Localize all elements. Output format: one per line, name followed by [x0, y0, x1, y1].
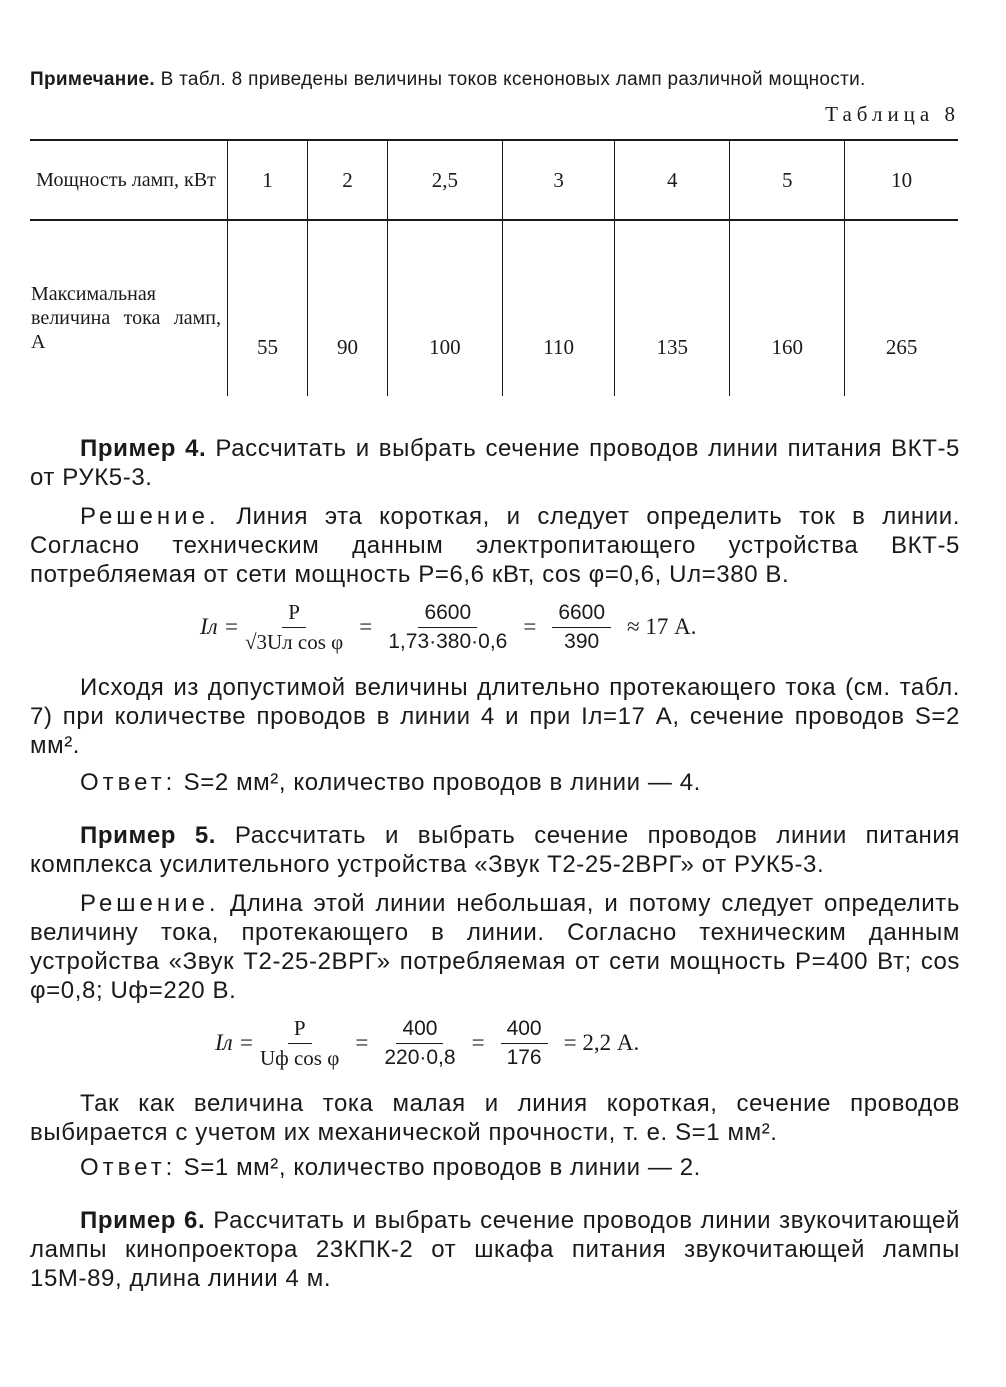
- table-row-power: [30, 140, 958, 220]
- table-caption: Таблица 8: [825, 102, 960, 126]
- note-label: Примечание.: [30, 69, 155, 90]
- table-note: [30, 68, 960, 92]
- example-6-task: [30, 1206, 960, 1293]
- page-content: [30, 68, 960, 1293]
- example-5-task-text: Рассчитать и выбрать сечение проводов линии питания комплекса усилительного устройства «Звук Т2-25-2ВРГ» от РУК5-3.: [30, 822, 960, 878]
- fraction-numerator: 400: [501, 1017, 548, 1044]
- formula-fraction: [388, 601, 507, 654]
- table-cell: 160: [730, 220, 845, 396]
- example-5-title: Пример 5.: [80, 822, 217, 849]
- table-cell: 265: [845, 220, 958, 396]
- example-6-task-text: Рассчитать и выбрать сечение проводов линии звукочитающей лампы кинопроектора 23КПК-2 от шкафа питания звукочитающей лампы 15М-89, длина линии 4 м.: [30, 1207, 960, 1292]
- note-text: В табл. 8 приведены величины токов ксеноновых ламп различной мощности.: [160, 69, 866, 90]
- table-cell: 1: [228, 140, 308, 220]
- example-4-answer-label: Ответ:: [80, 769, 177, 796]
- row-header-power: Мощность ламп, кВт: [30, 140, 228, 220]
- row-header-current: Максимальная величина тока ламп, А: [31, 282, 221, 353]
- formula-equals: =: [523, 614, 537, 639]
- example-5-solution-text: Длина этой линии небольшая, и потому следует определить величину тока, протекающего в линии. Согласно техническим данным устройства «Звук Т2-25-2ВРГ» потребляемая от сети мощность P=400 Вт; cos φ=0,8; Uф=220 В.: [30, 890, 960, 1004]
- example-5-solution: [30, 889, 960, 1005]
- example-5-paragraph: Так как величина тока малая и линия короткая, сечение проводов выбирается с учетом их механической прочности, т. е. S=1 мм².: [30, 1090, 960, 1146]
- formula-fraction: [552, 601, 611, 654]
- example-4-solution-label: Решение.: [80, 503, 220, 530]
- example-5-task: [30, 821, 960, 879]
- example-5-formula: [30, 1005, 960, 1081]
- table-row-current: [30, 220, 958, 396]
- formula-equals: =: [359, 614, 373, 639]
- formula-fraction: [501, 1017, 548, 1070]
- table-cell: 90: [307, 220, 387, 396]
- example-4-paragraph: Исходя из допустимой величины длительно протекающего тока (см. табл. 7) при количестве проводов в линии 4 и при Iл=17 А, сечение проводов S=2 мм².: [30, 674, 960, 759]
- example-5-solution-label: Решение.: [80, 890, 220, 917]
- fraction-denominator: √3Uл cos φ: [244, 629, 344, 654]
- fraction-denominator: 220·0,8: [384, 1045, 456, 1069]
- fraction-numerator: 400: [396, 1017, 443, 1044]
- lamp-current-table: [30, 139, 958, 396]
- table-cell: 2: [307, 140, 387, 220]
- fraction-denominator: Uф cos φ: [259, 1045, 340, 1070]
- table-cell: 4: [615, 140, 730, 220]
- fraction-numerator: 6600: [418, 601, 477, 628]
- formula-lhs: Iл =: [200, 614, 239, 639]
- table-cell: 100: [387, 220, 502, 396]
- fraction-numerator: P: [288, 1016, 312, 1044]
- formula-fraction: [384, 1017, 455, 1070]
- fraction-denominator: 1,73·380·0,6: [388, 629, 508, 653]
- example-5-answer: [30, 1153, 960, 1182]
- table-cell: 135: [615, 220, 730, 396]
- table-cell: 110: [502, 220, 614, 396]
- example-4-answer: [30, 768, 960, 797]
- example-5-answer-text: S=1 мм², количество проводов в линии — 2.: [183, 1154, 701, 1181]
- table-cell: 3: [502, 140, 614, 220]
- fraction-denominator: 176: [506, 1045, 542, 1069]
- formula-fraction: [260, 1016, 339, 1071]
- example-4-task-text: Рассчитать и выбрать сечение проводов линии питания ВКТ-5 от РУК5-3.: [30, 435, 960, 491]
- formula-lhs: Iл =: [215, 1030, 254, 1055]
- example-4-task: [30, 434, 960, 492]
- example-4-solution-text: Линия эта короткая, и следует определить ток в линии. Согласно техническим данным электропитающего устройства ВКТ-5 потребляемая от сети мощность P=6,6 кВт, cos φ=0,6, Uл=380 В.: [30, 503, 960, 588]
- example-4-solution: [30, 502, 960, 589]
- fraction-numerator: P: [282, 600, 306, 628]
- example-6-title: Пример 6.: [80, 1207, 206, 1234]
- example-4-formula: [30, 589, 960, 665]
- example-4-title: Пример 4.: [80, 435, 207, 462]
- formula-result: = 2,2 А.: [563, 1030, 640, 1055]
- table-cell: 10: [845, 140, 958, 220]
- table-cell: 2,5: [387, 140, 502, 220]
- fraction-numerator: 6600: [552, 601, 611, 628]
- fraction-denominator: 390: [564, 629, 600, 653]
- formula-fraction: [245, 600, 343, 655]
- table-cell: 55: [228, 220, 308, 396]
- formula-equals: =: [471, 1030, 485, 1055]
- table-cell: 5: [730, 140, 845, 220]
- formula-equals: =: [355, 1030, 369, 1055]
- example-4-answer-text: S=2 мм², количество проводов в линии — 4.: [183, 769, 701, 796]
- formula-result: ≈ 17 А.: [627, 614, 697, 639]
- example-5-answer-label: Ответ:: [80, 1154, 177, 1181]
